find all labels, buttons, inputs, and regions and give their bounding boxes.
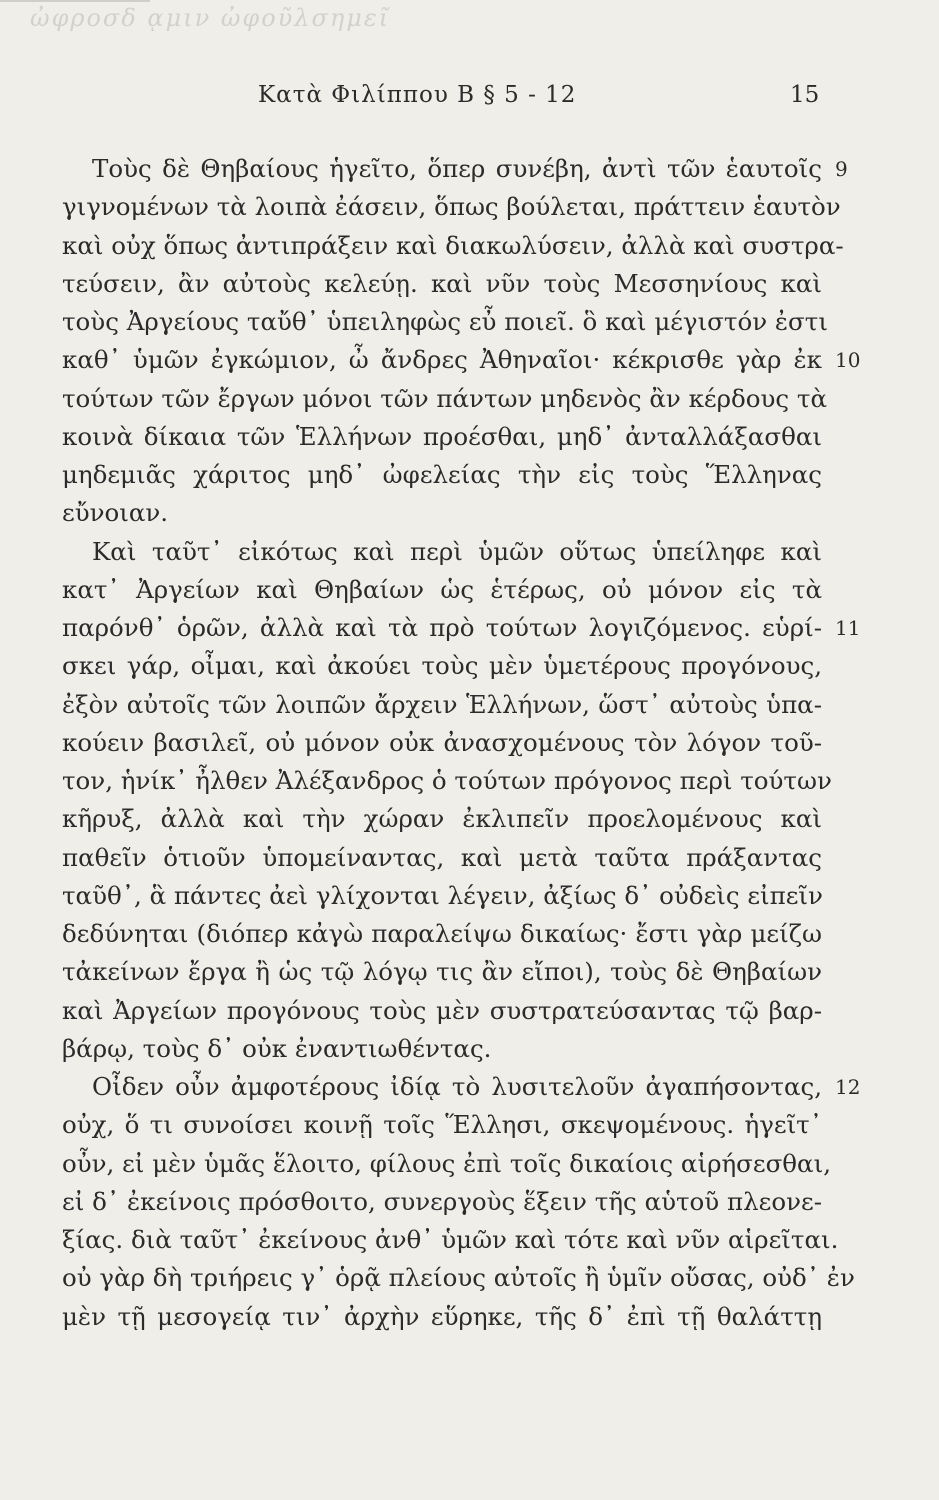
text-line — [62, 341, 861, 379]
running-title: Κατὰ Φιλίππου Β § 5 - 12 — [258, 82, 577, 108]
text-line-content: Καὶ ταῦτ᾽ εἰκότως καὶ περὶ ὑμῶν οὕτως ὑπείληφε καὶ — [92, 536, 822, 566]
text-line — [62, 647, 822, 685]
text-line-content: τοὺς Ἀργείους ταὔθ᾽ ὑπειληφὼς εὖ ποιεῖ. ὃ καὶ μέγιστόν ἐστι — [62, 307, 828, 336]
text-line — [62, 494, 822, 532]
text-line-content: εὔνοιαν. — [62, 498, 169, 528]
text-line-content: ταῦθ᾽, ἃ πάντες ἀεὶ γλίχονται λέγειν, ἀξίως δ᾽ οὐδεὶς εἰπεῖν — [62, 880, 823, 910]
text-line — [62, 953, 822, 991]
text-line-content: ἐξὸν αὐτοῖς τῶν λοιπῶν ἄρχειν Ἑλλήνων, ὥστ᾽ αὐτοὺς ὑπα- — [62, 689, 822, 719]
text-line — [62, 188, 841, 226]
text-line-content: κῆρυξ, ἀλλὰ καὶ τὴν χώραν ἐκλιπεῖν προελομένους καὶ — [62, 804, 822, 834]
text-line-content: σκει γάρ, οἶμαι, καὶ ἀκούει τοὺς μὲν ὑμετέρους προγόνους, — [62, 651, 822, 681]
text-line-content: οὐ γὰρ δὴ τριήρεις γ᾽ ὁρᾷ πλείους αὐτοῖς ἢ ὑμῖν οὔσας, οὐδ᾽ ἐν — [62, 1263, 855, 1293]
text-line-content: εἰ δ᾽ ἐκείνοις πρόσθοιτο, συνεργοὺς ἕξειν τῆς αὑτοῦ πλεονε- — [62, 1186, 822, 1216]
text-line-content: ξίας. διὰ ταῦτ᾽ ἐκείνους ἀνθ᾽ ὑμῶν καὶ τότε καὶ νῦν αἱρεῖται. — [62, 1225, 839, 1254]
text-line-content: τον, ἡνίκ᾽ ἦλθεν Ἀλέξανδρος ὁ τούτων πρόγονος περὶ τούτων — [62, 766, 832, 795]
text-line — [62, 1221, 839, 1259]
text-line — [62, 533, 822, 571]
text-line-content: κοινὰ δίκαια τῶν Ἑλλήνων προέσθαι, μηδ᾽ ἀνταλλάξασθαι — [62, 421, 822, 451]
text-line — [62, 1106, 822, 1144]
text-line — [62, 1259, 855, 1297]
text-line-content: οὐχ, ὅ τι συνοίσει κοινῇ τοῖς Ἕλλησι, σκεψομένους. ἡγεῖτ᾽ — [62, 1110, 822, 1140]
text-line — [62, 839, 822, 877]
faint-handwritten-scribble: ὠφροσδ ᾳμιν ὠφοῦλσημεῖ — [30, 4, 391, 32]
text-line — [62, 1068, 861, 1106]
text-line — [62, 1298, 822, 1336]
text-line-content: βάρῳ, τοὺς δ᾽ οὐκ ἐναντιωθέντας. — [62, 1033, 492, 1063]
text-line — [62, 992, 822, 1030]
text-line-content: καὶ Ἀργείων προγόνους τοὺς μὲν συστρατεύσαντας τῷ βαρ- — [62, 995, 822, 1025]
text-line — [62, 456, 822, 494]
text-line — [62, 1183, 822, 1221]
text-line — [62, 265, 822, 303]
text-line — [62, 418, 822, 456]
text-line-content: κατ᾽ Ἀργείων καὶ Θηβαίων ὡς ἑτέρως, οὐ μόνον εἰς τὰ — [62, 574, 822, 604]
text-line — [62, 800, 822, 838]
text-line — [62, 1030, 822, 1068]
text-line-content: γιγνομένων τὰ λοιπὰ ἐάσειν, ὅπως βούλεται, πράττειν ἑαυτὸν — [62, 192, 841, 222]
page-number: 15 — [790, 82, 820, 108]
text-line-content: Τοὺς δὲ Θηβαίους ἡγεῖτο, ὅπερ συνέβη, ἀντὶ τῶν ἑαυτοῖς — [92, 154, 822, 183]
text-line-content: κούειν βασιλεῖ, οὐ μόνον οὐκ ἀνασχομένους τὸν λόγον τοῦ- — [62, 727, 822, 757]
text-line-content: μηδεμιᾶς χάριτος μηδ᾽ ὠφελείας τὴν εἰς τοὺς Ἕλληνας — [62, 460, 822, 489]
text-line — [62, 762, 832, 800]
text-line-content: παρόνθ᾽ ὁρῶν, ἀλλὰ καὶ τὰ πρὸ τούτων λογιζόμενος. εὑρί- — [62, 613, 822, 642]
text-line-content: δεδύνηται (διόπερ κἀγὼ παραλείψω δικαίως· ἔστι γὰρ μείζω — [62, 919, 822, 948]
text-line-content: οὖν, εἰ μὲν ὑμᾶς ἕλοιτο, φίλους ἐπὶ τοῖς δικαίοις αἱρήσεσθαι, — [62, 1148, 831, 1178]
section-number: 10 — [835, 348, 861, 373]
text-line — [62, 686, 822, 724]
text-line — [62, 1145, 831, 1183]
text-line-content: παθεῖν ὁτιοῦν ὑπομείναντας, καὶ μετὰ ταῦτα πράξαντας — [62, 842, 822, 872]
text-line-content: τἀκείνων ἔργα ἢ ὡς τῷ λόγῳ τις ἂν εἴποι), τοὺς δὲ Θηβαίων — [62, 957, 822, 987]
text-line — [62, 571, 822, 609]
text-line-content: τεύσειν, ἂν αὐτοὺς κελεύῃ. καὶ νῦν τοὺς Μεσσηνίους καὶ — [62, 268, 822, 298]
text-line-content: μὲν τῇ μεσογείᾳ τιν᾽ ἀρχὴν εὕρηκε, τῆς δ᾽ ἐπὶ τῇ θαλάττῃ — [62, 1301, 822, 1331]
text-line — [62, 150, 848, 188]
text-line-content: τούτων τῶν ἔργων μόνοι τῶν πάντων μηδενὸς ἂν κέρδους τὰ — [62, 383, 827, 413]
section-number: 9 — [835, 157, 848, 181]
section-number: 12 — [835, 1075, 861, 1099]
text-line — [62, 609, 861, 647]
text-line — [62, 915, 822, 953]
body-text — [62, 150, 861, 1336]
text-line-content: καὶ οὐχ ὅπως ἀντιπράξειν καὶ διακωλύσειν, ἀλλὰ καὶ συστρα- — [62, 230, 844, 260]
text-line — [62, 303, 828, 341]
text-line — [62, 877, 822, 915]
top-edge-line — [0, 0, 150, 2]
text-line-content: Οἶδεν οὖν ἀμφοτέρους ἰδίᾳ τὸ λυσιτελοῦν ἀγαπήσοντας, — [92, 1072, 822, 1101]
text-line — [62, 380, 827, 418]
page-header — [0, 82, 939, 112]
section-number: 11 — [835, 616, 861, 640]
text-line — [62, 724, 822, 762]
text-line — [62, 227, 844, 265]
text-line-content: καθ᾽ ὑμῶν ἐγκώμιον, ὦ ἄνδρες Ἀθηναῖοι· κέκρισθε γὰρ ἐκ — [62, 345, 822, 375]
